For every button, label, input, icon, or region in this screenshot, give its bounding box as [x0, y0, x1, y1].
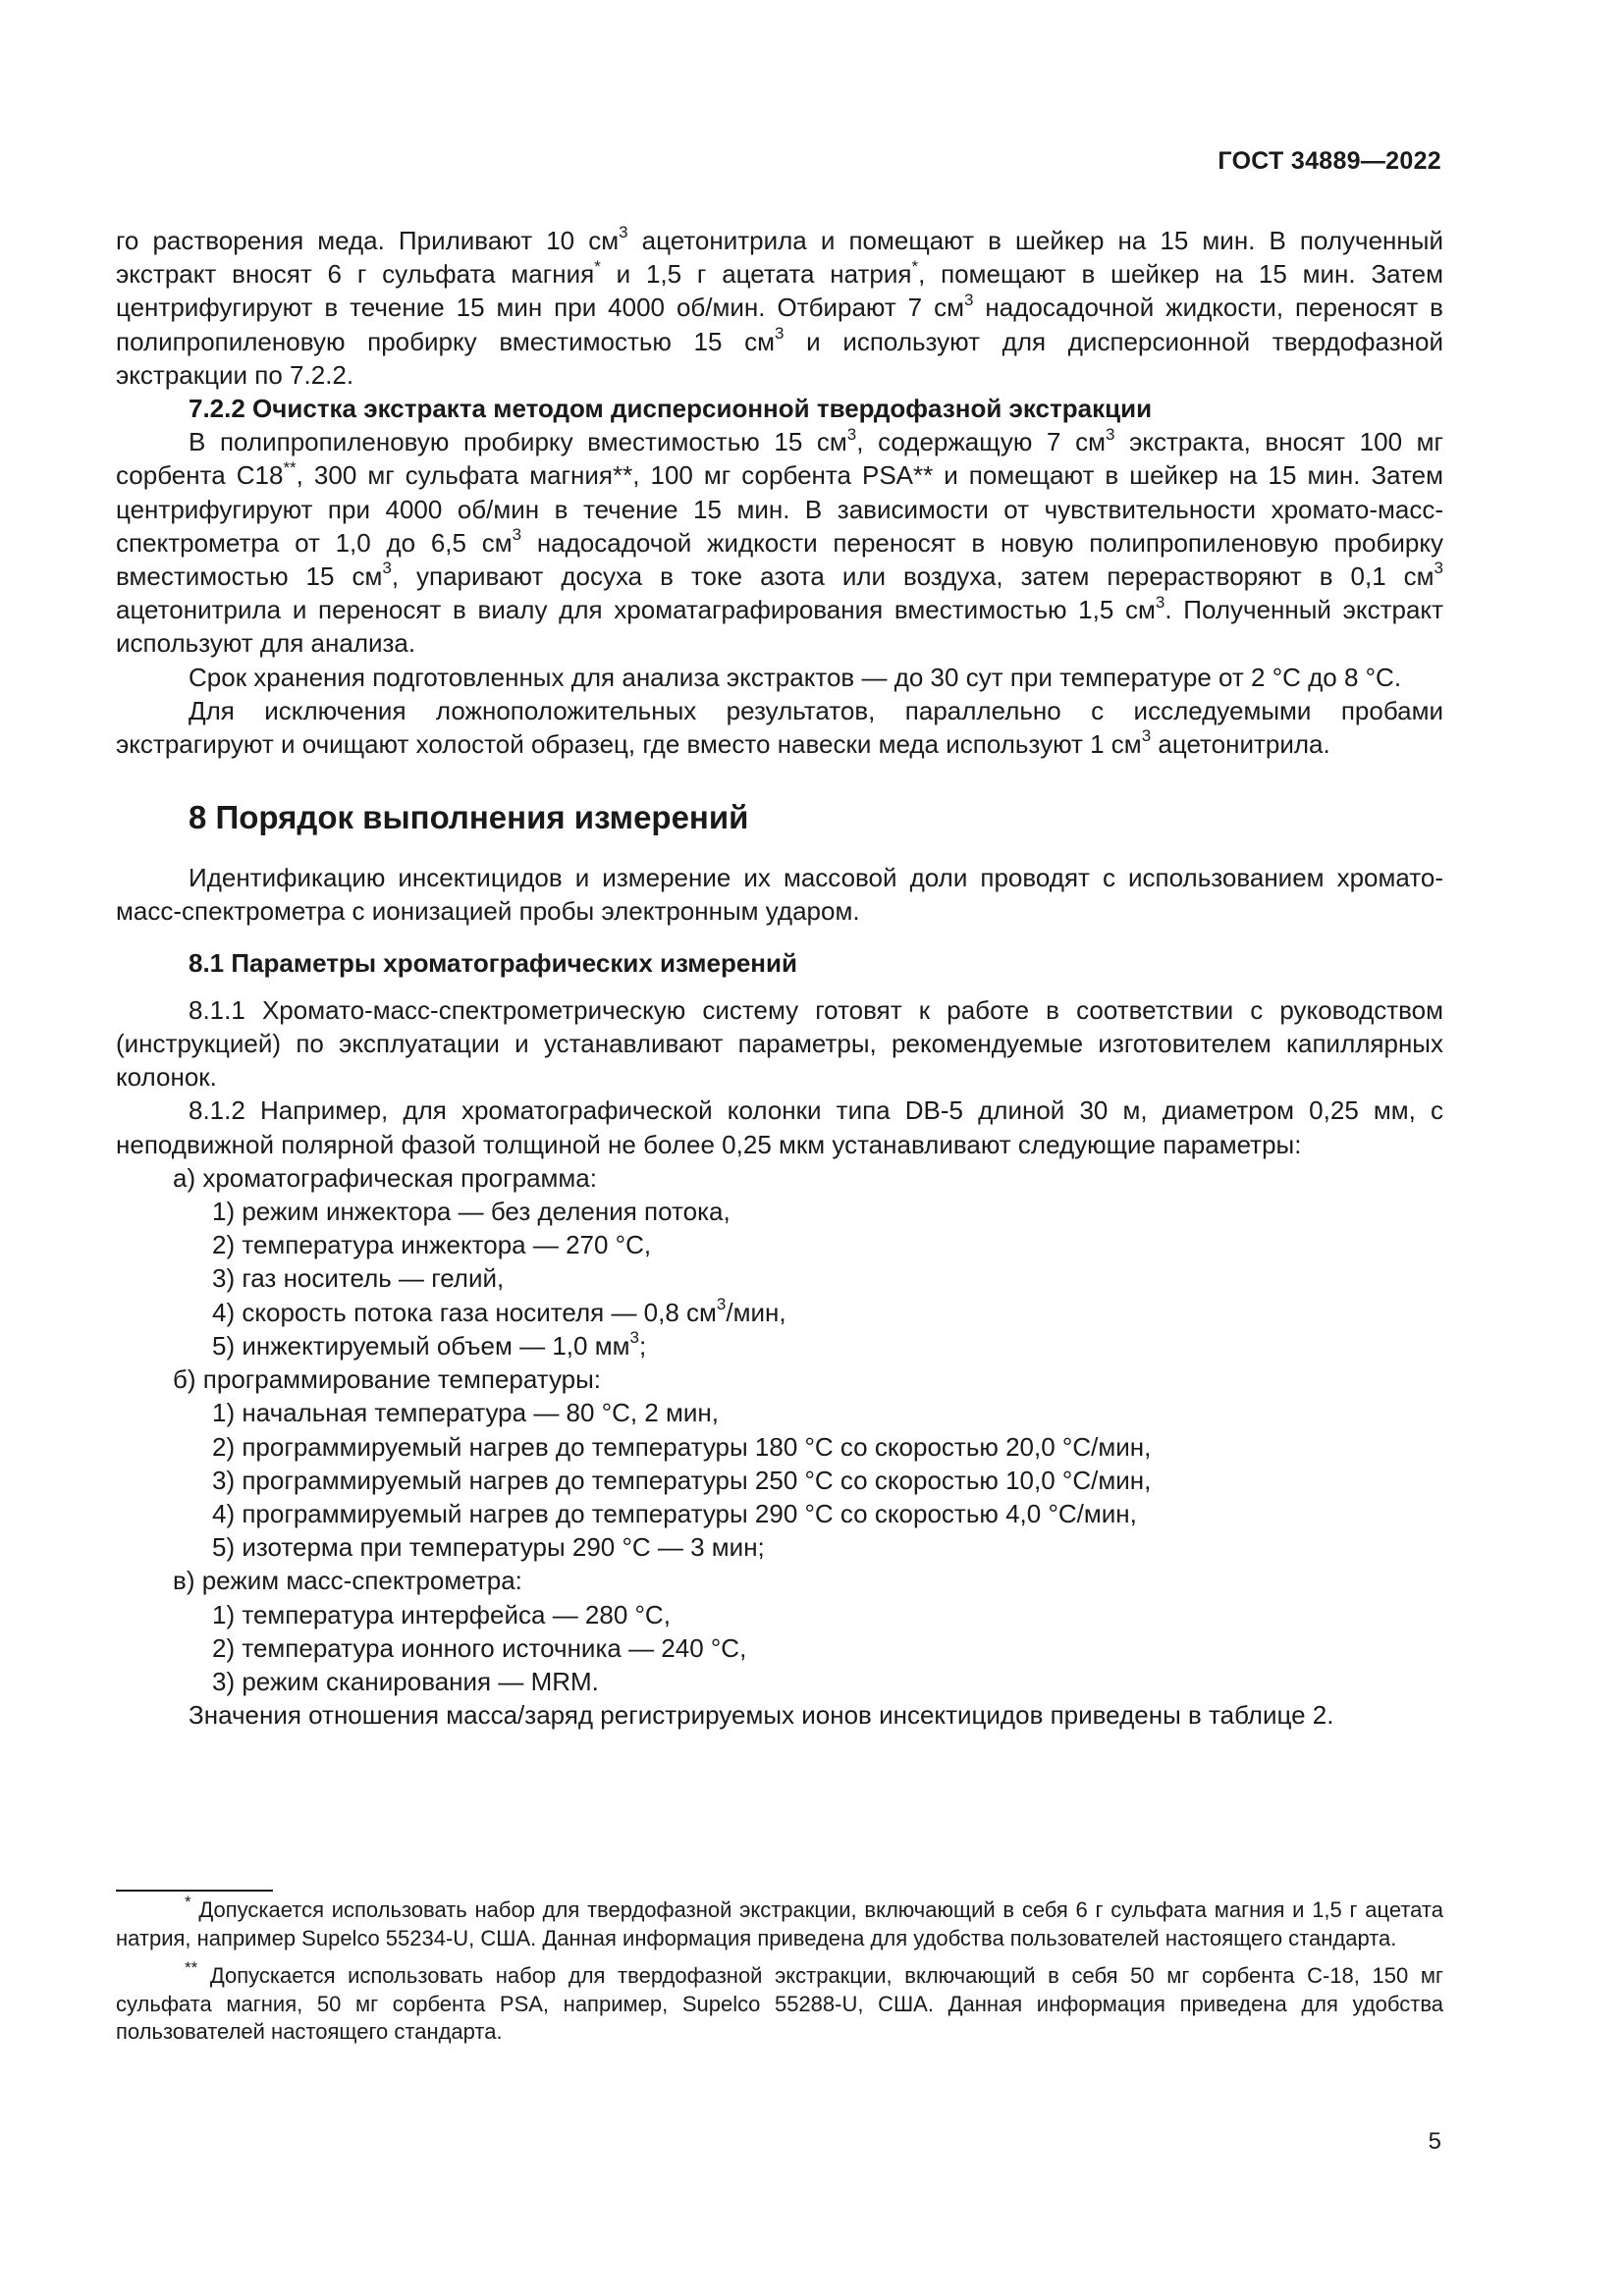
list-item: 5) изотерма при температуры 290 °С — 3 мин;: [212, 1532, 765, 1563]
standard-header: ГОСТ 34889—2022: [1218, 147, 1441, 175]
paragraph-dspe-cleanup: В полипропиленовую пробирку вместимостью 15 $см^3$, содержащую 7 $см^3$ экстракта, вносят 100 мг сорбента С18**, 300 мг сульфата магния**, 100 мг сорбента PSA** и помещают в шейкер на 15 мин. Затем центрифугируют при 4000 об/мин в течение 15 мин. В зависимости от чувствительности хромато-масс-спектрометра от 1,0 до 6,5 $см^3$ надосадочой жидкости переносят в новую полипропиленовую пробирку вместимостью 15 $см^3$, упаривают досуха в токе азота или воздуха, затем перерастворяют в 0,1 $см^3$ ацетонитрила и переносят в виалу для хроматаграфирования вместимостью 1,5 $см^3$. Полученный экстракт используют для анализа.: [116, 424, 1444, 659]
list-item: 2) температура ионного источника — 240 °С,: [212, 1632, 747, 1663]
list-item: 3) программируемый нагрев до температуры 250 °С со скоростью 10,0 °С/мин,: [212, 1465, 1152, 1495]
paragraph-table-reference: Значения отношения масса/заряд регистрируемых ионов инсектицидов приведены в таблице 2.: [189, 1700, 1334, 1731]
list-item: 2) программируемый нагрев до температуры 180 °С со скоростью 20,0 °С/мин,: [212, 1431, 1152, 1462]
list-item: 4) программируемый нагрев до температуры 290 °С со скоростью 4,0 °С/мин,: [212, 1498, 1137, 1528]
paragraph-8-1-1: 8.1.1 Хромато-масс-спектрометрическую систему готовят к работе в соответствии с руководством (инструкцией) по эксплуатации и устанавливают параметры, рекомендуемые изготовителем капиллярных колонок.: [116, 994, 1443, 1093]
footnote-1: * Допускается использовать набор для твердофазной экстракции, включающий в себя 6 г сульфата магния и 1,5 г ацетата натрия, например Supelco 55234-U, США. Данная информация приведена для удобства пользователей настоящего стандарта.: [116, 1892, 1443, 1950]
list-item: 2) температура инжектора — 270 °С,: [212, 1230, 652, 1260]
list-item: в) режим масс-спектрометра:: [173, 1566, 522, 1596]
main-content: [116, 224, 1443, 1732]
list-item: 3) газ носитель — гелий,: [212, 1263, 505, 1294]
footnotes: [116, 1892, 1443, 2056]
list-item: а) хроматографическая программа:: [173, 1162, 597, 1193]
list-item: 1) температура интерфейса — 280 °С,: [212, 1599, 671, 1629]
paragraph-8-1-2: 8.1.2 Например, для хроматографической колонки типа DB-5 длиной 30 м, диаметром 0,25 мм, с неподвижной полярной фазой толщиной не более 0,25 мкм устанавливают следующие параметры:: [116, 1095, 1443, 1159]
subsection-8-1-heading: 8.1 Параметры хроматографических измерений: [189, 947, 797, 978]
paragraph-identification: Идентификацию инсектицидов и измерение их массовой доли проводят с использованием хромато-масс-спектрометра с ионизацией пробы электронным ударом.: [116, 863, 1443, 927]
section-8-heading: 8 Порядок выполнения измерений: [189, 799, 749, 836]
paragraph-extraction: го растворения меда. Приливают 10 $см^3$ ацетонитрила и помещают в шейкер на 15 мин. В полученный экстракт вносят 6 г сульфата магния* и 1,5 г ацетата натрия*, помещают в шейкер на 15 мин. Затем центрифугируют в течение 15 мин при 4000 об/мин. Отбирают 7 $см^3$ надосадочной жидкости, переносят в полипропиленовую пробирку вместимостью 15 $см^3$ и используют для дисперсионной твердофазной экстракции по 7.2.2.: [116, 223, 1443, 390]
list-item: б) программирование температуры:: [173, 1364, 602, 1395]
page-number: 5: [1428, 2128, 1441, 2155]
parameter-list: [116, 1161, 1443, 1698]
list-item: 1) режим инжектора — без деления потока,: [212, 1197, 731, 1227]
list-item: 4) скорость потока газа носителя — 0,8 $см^3$/мин,: [212, 1295, 786, 1327]
list-item: 1) начальная температура — 80 °С, 2 мин,: [212, 1398, 719, 1428]
paragraph-blank-sample: Для исключения ложноположительных результатов, параллельно с исследуемыми пробами экстрагируют и очищают холостой образец, где вместо навески меда используют 1 $см^3$ ацетонитрила.: [116, 695, 1443, 760]
list-item: 5) инжектируемый объем — 1,0 $мм^3$;: [212, 1328, 647, 1361]
footnote-2: ** Допускается использовать набор для твердофазной экстракции, включающий в себя 50 мг сорбента С-18, 150 мг сульфата магния, 50 мг сорбента PSA, например, Supelco 55288-U, США. Данная информация приведена для удобства пользователей настоящего стандарта.: [116, 1957, 1443, 2044]
list-item: 3) режим сканирования — MRM.: [212, 1666, 599, 1696]
paragraph-storage: Срок хранения подготовленных для анализа экстрактов — до 30 сут при температуре от 2 °С до 8 °С.: [189, 662, 1402, 692]
subsection-7-2-2-heading: 7.2.2 Очистка экстракта методом дисперсионной твердофазной экстракции: [189, 394, 1153, 424]
footnote-divider: [116, 1890, 273, 1892]
